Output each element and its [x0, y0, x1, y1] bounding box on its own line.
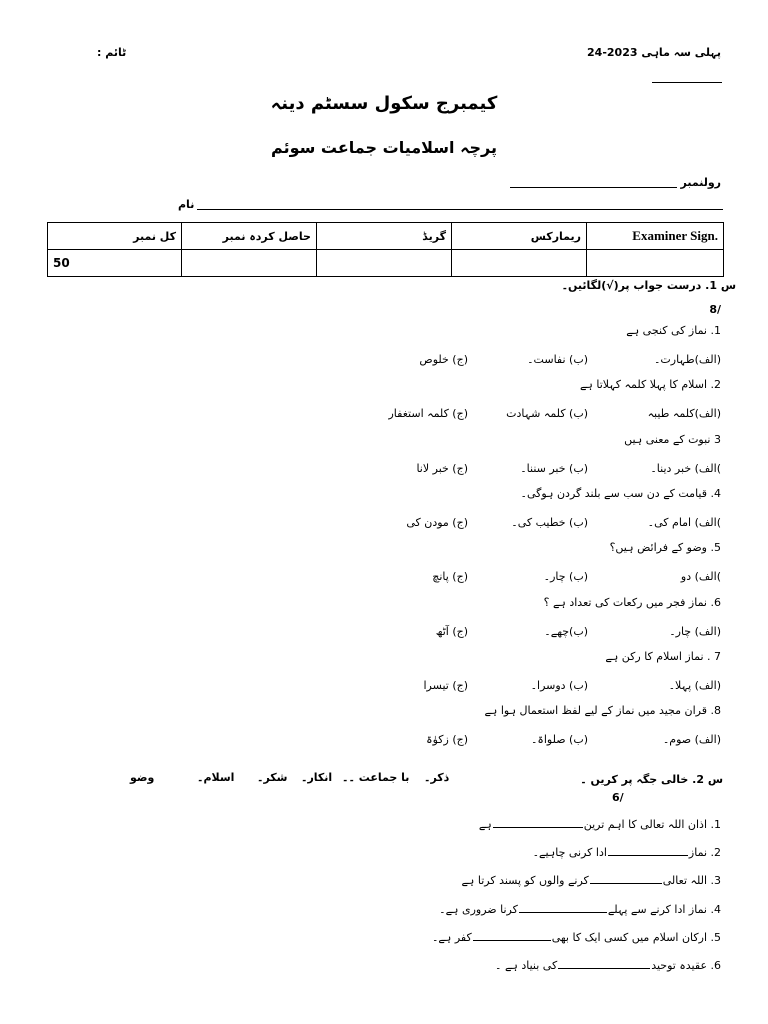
header-total-marks: کل نمبر [48, 223, 182, 250]
blank-sentence-1 [479, 818, 721, 831]
question-6: 6. نماز فجر میں رکعات کی تعداد ہے ؟ [543, 596, 721, 609]
question-2: 2. اسلام کا پہلا کلمہ کہلاتا ہے [579, 378, 721, 391]
paper-title: پرچہ اسلامیات جماعت سوئم [271, 138, 497, 157]
question-1-option-a[interactable]: (الف)طہارت۔ [653, 353, 721, 366]
blank-line-2[interactable] [608, 854, 688, 856]
question-5-option-c[interactable]: (ج) پانچ [432, 570, 468, 583]
school-name: کیمبرج سکول سسٹم دینہ [270, 93, 498, 114]
blank-sentence-3 [461, 874, 721, 887]
blank-line-1[interactable] [493, 826, 583, 828]
question-8-option-c[interactable]: (ج) زکوٰۃ [426, 733, 468, 746]
word-bank-dhikr: ذکر۔ [424, 771, 450, 784]
question-7-option-c[interactable]: (ج) تیسرا [423, 679, 468, 692]
blank-sentence-5-end: کفر ہے۔ [431, 931, 472, 944]
header-obtained-marks: حاصل کردہ نمبر [182, 223, 317, 250]
blank-line-3[interactable] [590, 882, 662, 884]
question-1: 1. نماز کی کنجی ہے [626, 324, 721, 337]
blank-sentence-1-end: ہے [478, 818, 492, 831]
blank-sentence-1-start: 1. اذان اللہ تعالی کا اہم ترین [583, 818, 721, 831]
remarks-cell[interactable] [452, 250, 587, 277]
question-3-option-b[interactable]: (ب) خبر سننا۔ [520, 462, 588, 475]
marks-table-header-row [48, 223, 724, 250]
roll-number-label: رولنمبر [680, 176, 721, 189]
word-bank-inkar: انکار۔ [301, 771, 333, 784]
question-7: 7 . نماز اسلام کا رکن ہے [605, 650, 721, 663]
question-5-option-b[interactable]: (ب) چار۔ [543, 570, 588, 583]
blank-sentence-5 [432, 931, 721, 944]
blank-sentence-4-start: 4. نماز ادا کرنے سے پہلے [607, 903, 721, 916]
time-label: ٹائم : [97, 46, 127, 59]
blank-line-4[interactable] [519, 911, 607, 913]
blank-sentence-5-start: 5. ارکان اسلام میں کسی ایک کا بھی [551, 931, 721, 944]
marks-table [47, 222, 724, 277]
grade-cell[interactable] [317, 250, 452, 277]
question-4-option-b[interactable]: (ب) خطیب کی۔ [511, 516, 588, 529]
blank-line-5[interactable] [473, 939, 551, 941]
question-6-option-c[interactable]: (ج) آٹھ [435, 625, 468, 638]
name-line[interactable] [197, 209, 723, 210]
question-1-option-c[interactable]: (ج) خلوص [419, 353, 468, 366]
question-4-option-c[interactable]: (ج) مودن کی [406, 516, 468, 529]
question-5: 5. وضو کے فرائض ہیں؟ [609, 541, 721, 554]
question-4: 4. قیامت کے دن سب سے بلند گردن ہوگی۔ [520, 487, 721, 500]
section1-title: س 1. درست جواب پر(√)لگائیں۔ [561, 279, 736, 292]
word-bank-shukr: شکر۔ [257, 771, 288, 784]
blank-sentence-2-start: 2. نماز [688, 846, 721, 859]
question-2-option-a[interactable]: (الف)کلمہ طیبہ [647, 407, 721, 420]
question-8-option-a[interactable]: (الف) صوم۔ [662, 733, 721, 746]
question-1-option-b[interactable]: (ب) نفاست۔ [527, 353, 588, 366]
term-label: پہلی سہ ماہی 2023-24 [587, 46, 721, 59]
blank-sentence-6 [495, 959, 721, 972]
blank-sentence-4 [439, 903, 721, 916]
question-2-option-c[interactable]: (ج) کلمہ استغفار [388, 407, 468, 420]
question-7-option-b[interactable]: (ب) دوسرا۔ [530, 679, 588, 692]
obtained-marks-cell[interactable] [182, 250, 317, 277]
total-marks-value: 50 [48, 250, 182, 277]
word-bank-wudu: وضو [130, 771, 155, 784]
question-5-option-a[interactable]: )الف) دو [680, 570, 721, 583]
term-underline [652, 82, 722, 83]
section2-marks: 6/ [612, 791, 624, 804]
section1-marks: 8/ [709, 303, 721, 316]
question-8-option-b[interactable]: (ب) صلواۃ۔ [530, 733, 588, 746]
name-label: نام [178, 198, 195, 211]
section2-title: س 2. خالی جگہ پر کریں ۔ [580, 773, 723, 786]
question-2-option-b[interactable]: (ب) کلمہ شہادت [506, 407, 588, 420]
roll-number-line[interactable] [510, 187, 677, 188]
header-grade: گریڈ [317, 223, 452, 250]
examiner-sign-cell[interactable] [587, 250, 724, 277]
question-6-option-b[interactable]: (ب)چھے۔ [544, 625, 588, 638]
question-4-option-a[interactable]: )الف) امام کی۔ [647, 516, 721, 529]
blank-line-6[interactable] [558, 967, 650, 969]
blank-sentence-2-end: ادا کرنی چاہیے۔ [532, 846, 607, 859]
question-8: 8. قران مجید میں نماز کے لیے لفظ استعمال ہوا ہے [484, 704, 721, 717]
blank-sentence-3-start: 3. اللہ تعالی [662, 874, 721, 887]
question-6-option-a[interactable]: (الف) چار۔ [669, 625, 721, 638]
marks-table-value-row [48, 250, 724, 277]
question-7-option-a[interactable]: (الف) پہلا۔ [668, 679, 721, 692]
question-3-option-a[interactable]: )الف) خبر دینا۔ [650, 462, 721, 475]
word-bank-islam: اسلام۔ [197, 771, 235, 784]
question-3-option-c[interactable]: (ج) خبر لانا [416, 462, 468, 475]
header-examiner-sign: Examiner Sign. [587, 223, 724, 250]
blank-sentence-2 [533, 846, 721, 859]
blank-sentence-3-end: کرنے والوں کو پسند کرتا ہے [461, 874, 589, 887]
header-remarks: ریمارکس [452, 223, 587, 250]
word-bank-ba-jamaat: با جماعت ۔۔ [342, 771, 410, 784]
blank-sentence-6-end: کی بنیاد ہے ۔ [495, 959, 558, 972]
blank-sentence-4-end: کرنا ضروری ہے۔ [439, 903, 518, 916]
blank-sentence-6-start: 6. عقیدہ توحید [651, 959, 721, 972]
question-3: 3 نبوت کے معنی ہیں [624, 433, 721, 446]
